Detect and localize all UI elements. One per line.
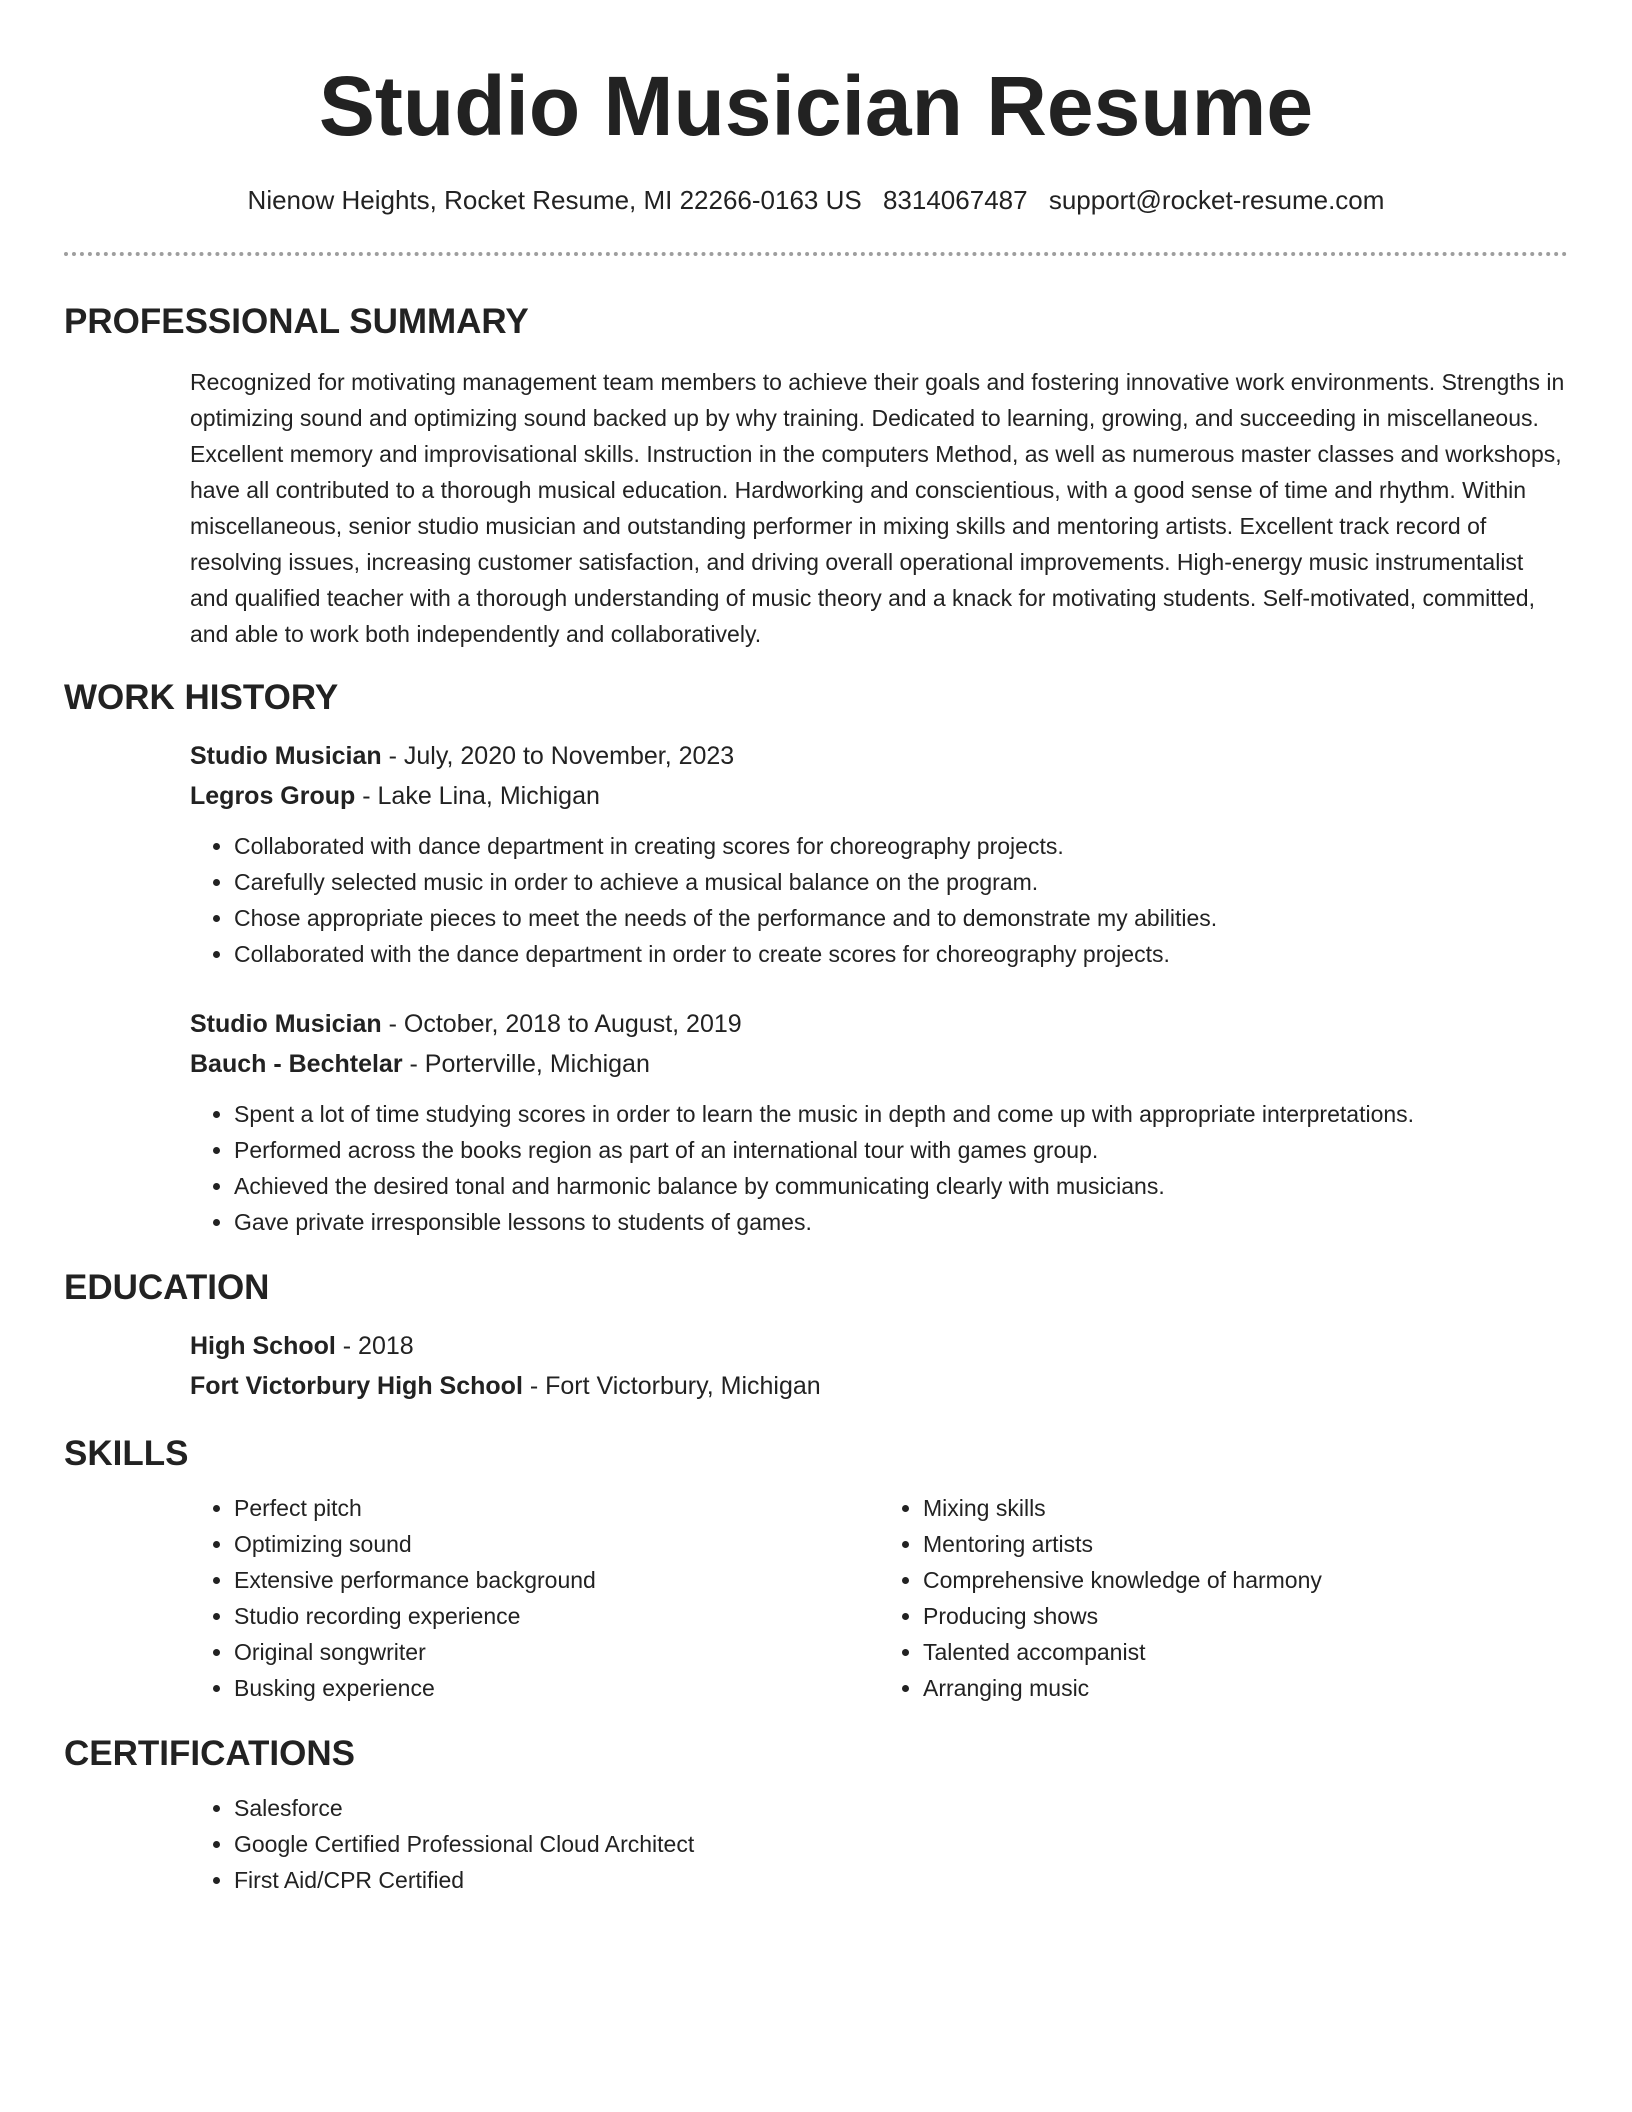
list-item: • Performed across the books region as part of an international tour with games group. [234,1132,1568,1168]
job-company-line [190,1044,1568,1084]
job-title: Studio Musician [190,1010,382,1038]
job-entry [190,736,1568,972]
list-item: • Spent a lot of time studying scores in order to learn the music in depth and come up with appropriate interpretations. [234,1096,1568,1132]
job-bullets [190,1096,1568,1240]
list-item: • Producing shows [923,1598,1568,1634]
job-dates: - October, 2018 to August, 2019 [381,1010,742,1038]
job-location: - Lake Lina, Michigan [355,782,600,810]
list-item: • Carefully selected music in order to achieve a musical balance on the program. [234,864,1568,900]
certifications-heading: CERTIFICATIONS [64,1734,356,1773]
contact-phone: 8314067487 [882,185,1028,215]
summary-section [64,364,1568,652]
skills-heading: SKILLS [64,1434,189,1473]
list-item: • Mixing skills [923,1490,1568,1526]
list-item: • First Aid/CPR Certified [234,1862,1568,1898]
job-company: Legros Group [190,782,356,810]
job-title-line [190,736,1568,776]
list-item: • Talented accompanist [923,1634,1568,1670]
education-section [64,1326,1568,1406]
list-item: • Chose appropriate pieces to meet the needs of the performance and to demonstrate my abilities. [234,900,1568,936]
education-degree-line [190,1326,1568,1366]
job-title-line [190,1004,1568,1044]
job-entry [190,1004,1568,1240]
list-item: • Studio recording experience [234,1598,879,1634]
skills-section [64,1490,1568,1706]
work-history-section [64,736,1568,1240]
list-item: • Salesforce [234,1790,1568,1826]
contact-line [64,182,1568,218]
list-item: • Achieved the desired tonal and harmonic balance by communicating clearly with musicians. [234,1168,1568,1204]
work-history-heading: WORK HISTORY [64,678,339,717]
list-item: • Mentoring artists [923,1526,1568,1562]
skills-list-left [190,1490,879,1706]
contact-email: support@rocket-resume.com [1048,185,1385,215]
resume-title: Studio Musician Resume [318,59,1314,153]
list-item: • Arranging music [923,1670,1568,1706]
certifications-section [64,1790,1568,1898]
list-item: • Collaborated with dance department in creating scores for choreography projects. [234,828,1568,864]
job-dates: - July, 2020 to November, 2023 [381,742,735,770]
certifications-list [190,1790,1568,1898]
list-item: • Perfect pitch [234,1490,879,1526]
header-divider [64,252,1568,256]
list-item: • Google Certified Professional Cloud Architect [234,1826,1568,1862]
list-item: • Extensive performance background [234,1562,879,1598]
contact-address: Nienow Heights, Rocket Resume, MI 22266-0163 US [247,185,862,215]
list-item: • Busking experience [234,1670,879,1706]
job-company: Bauch - Bechtelar [190,1050,403,1078]
job-title: Studio Musician [190,742,382,770]
list-item: • Original songwriter [234,1634,879,1670]
summary-text: Recognized for motivating management team members to achieve their goals and fostering innovative work environments. Strengths in optimizing sound and optimizing sound backed up by why training. Dedicated to learning, growing, and succeeding in miscellaneous. Excellent memory and improvisational skills. Instruction in the computers Method, as well as numerous master classes and workshops, have all contributed to a thorough musical education. Hardworking and conscientious, with a good sense of time and rhythm. Within miscellaneous, senior studio musician and outstanding performer in mixing skills and mentoring artists. Excellent track record of resolving issues, increasing customer satisfaction, and driving overall operational improvements. High-energy music instrumentalist and qualified teacher with a thorough understanding of music theory and a knack for motivating students. Self-motivated, committed, and able to work both independently and collaboratively. [190,369,1565,647]
education-year: - 2018 [335,1332,414,1360]
education-location: - Fort Victorbury, Michigan [522,1372,821,1400]
job-bullets [190,828,1568,972]
education-degree: High School [190,1332,336,1360]
list-item: • Comprehensive knowledge of harmony [923,1562,1568,1598]
job-company-line [190,776,1568,816]
list-item: • Collaborated with the dance department in order to create scores for choreography projects. [234,936,1568,972]
list-item: • Optimizing sound [234,1526,879,1562]
education-heading: EDUCATION [64,1268,270,1307]
education-school: Fort Victorbury High School [190,1372,523,1400]
skills-list-right [879,1490,1568,1706]
summary-heading: PROFESSIONAL SUMMARY [64,302,529,341]
list-item: • Gave private irresponsible lessons to students of games. [234,1204,1568,1240]
education-school-line [190,1366,1568,1406]
job-location: - Porterville, Michigan [402,1050,650,1078]
